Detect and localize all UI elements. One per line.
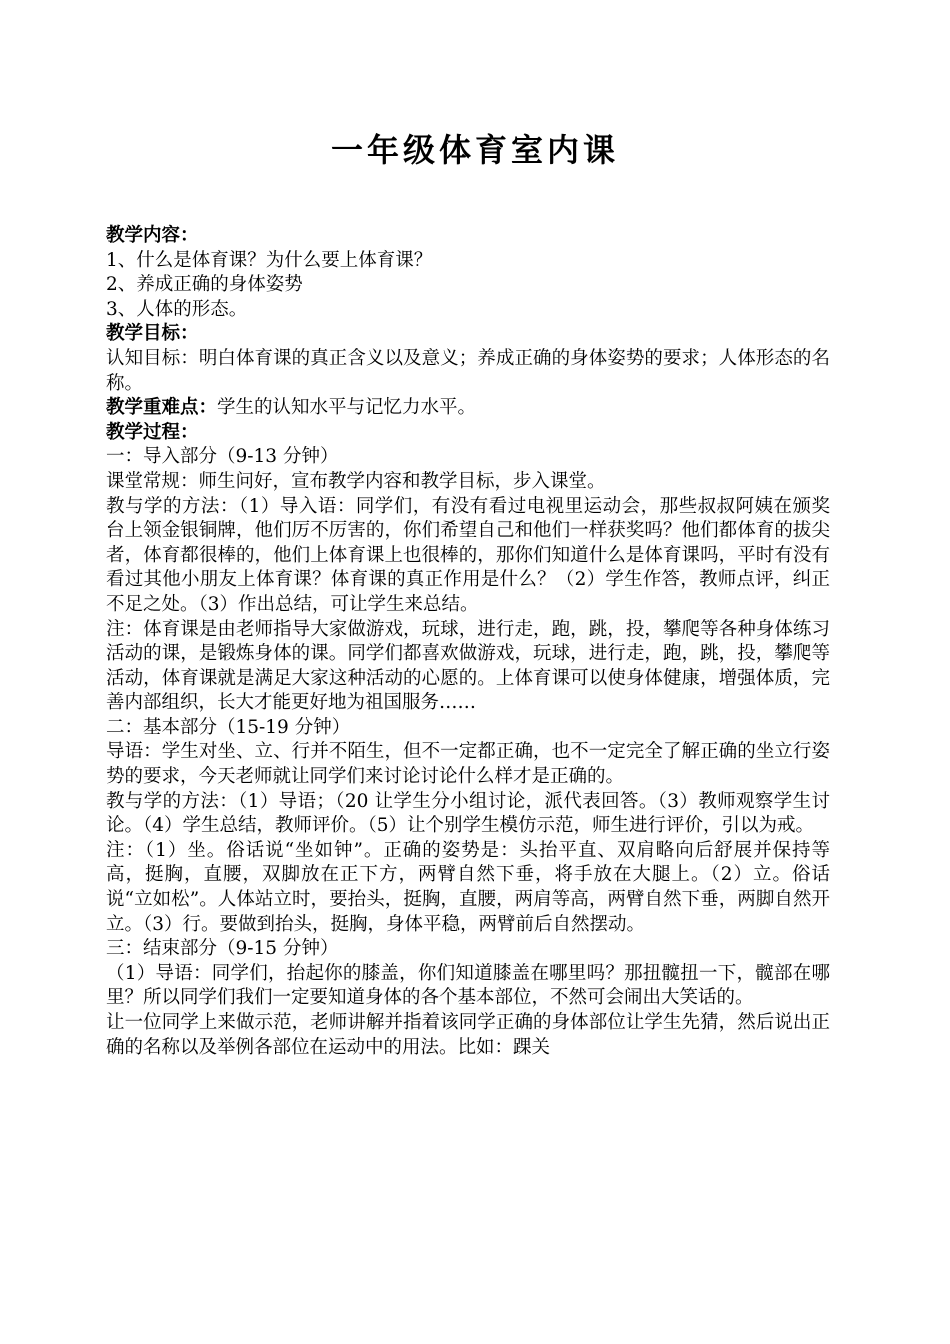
part1-heading: 一：导入部分（9-13 分钟） [106,446,339,468]
part2-intro: 导语：学生对坐、立、行并不陌生，但不一定都正确，也不一定完全了解正确的坐立行姿势的要求，今天老师就让同学们来讨论讨论什么样才是正确的。 [106,741,830,788]
part1-routine: 课堂常规：师生问好，宣布教学内容和教学目标，步入课堂。 [106,470,606,492]
difficulty-paragraph [106,396,830,421]
part3-heading: 三：结束部分（9-15 分钟） [106,938,339,960]
content-item-1: 1、什么是体育课？为什么要上体育课？ [106,249,433,271]
difficulty-heading: 教学重难点： [106,397,218,419]
goals-heading: 教学目标： [106,323,199,345]
part1-method: 教与学的方法：（1）导入语：同学们，有没有看过电视里运动会，那些叔叔阿姨在颁奖台上领金银铜牌，他们厉不厉害的，你们希望自己和他们一样获奖吗？他们都体育的拔尖者，体育都很棒的，他们上体育课上也很棒的，那你们知道什么是体育课吗，平时有没有看过其他小朋友上体育课？体育课的真正作用是什么？（2）学生作答，教师点评，纠正不足之处。（3）作出总结，可让学生来总结。 [106,495,830,615]
difficulty-text: 学生的认知水平与记忆力水平。 [217,397,477,419]
part3-intro: （1）导语：同学们，抬起你的膝盖，你们知道膝盖在哪里吗？那扭髋扭一下，髋部在哪里？所以同学们我们一定要知道身体的各个基本部位，不然可会闹出大笑话的。 [106,962,830,1009]
part1-note: 注：体育课是由老师指导大家做游戏，玩球，进行走，跑，跳，投，攀爬等各种身体练习活动的课，是锻炼身体的课。同学们都喜欢做游戏，玩球，进行走，跑，跳，投，攀爬等活动，体育课就是满足大家这种活动的心愿的。上体育课可以使身体健康，增强体质，完善内部组织，长大才能更好地为祖国服务…… [106,618,830,714]
document-title: 一年级体育室内课 [330,131,619,169]
part2-method: 教与学的方法：（1）导语；（20 让学生分小组讨论，派代表回答。（3）教师观察学生讨论。（4）学生总结，教师评价。（5）让个别学生模仿示范，师生进行评价，引以为戒。 [106,790,830,837]
process-heading: 教学过程： [106,421,199,443]
part2-heading: 二：基本部分（15-19 分钟） [106,716,351,738]
content-item-2: 2、养成正确的身体姿势 [106,274,303,296]
document-body [106,224,830,1060]
part2-note: 注：（1）坐。俗话说“坐如钟”。正确的姿势是：头抬平直、双肩略向后舒展并保持等高，挺胸，直腰，双脚放在正下方，两臂自然下垂，将手放在大腿上。（2）立。俗话说“立如松”。人体站立时，要抬头，挺胸，直腰，两肩等高，两臂自然下垂，两脚自然开立。（3）行。要做到抬头，挺胸，身体平稳，两臂前后自然摆动。 [106,839,830,935]
part3-demo: 让一位同学上来做示范，老师讲解并指着该同学正确的身体部位让学生先猜，然后说出正确的名称以及举例各部位在运动中的用法。比如：踝关 [106,1012,830,1058]
goals-text: 认知目标：明白体育课的真正含义以及意义；养成正确的身体姿势的要求；人体形态的名称。 [106,347,830,394]
content-item-3: 3、人体的形态。 [106,298,248,320]
content-heading: 教学内容： [106,225,199,246]
